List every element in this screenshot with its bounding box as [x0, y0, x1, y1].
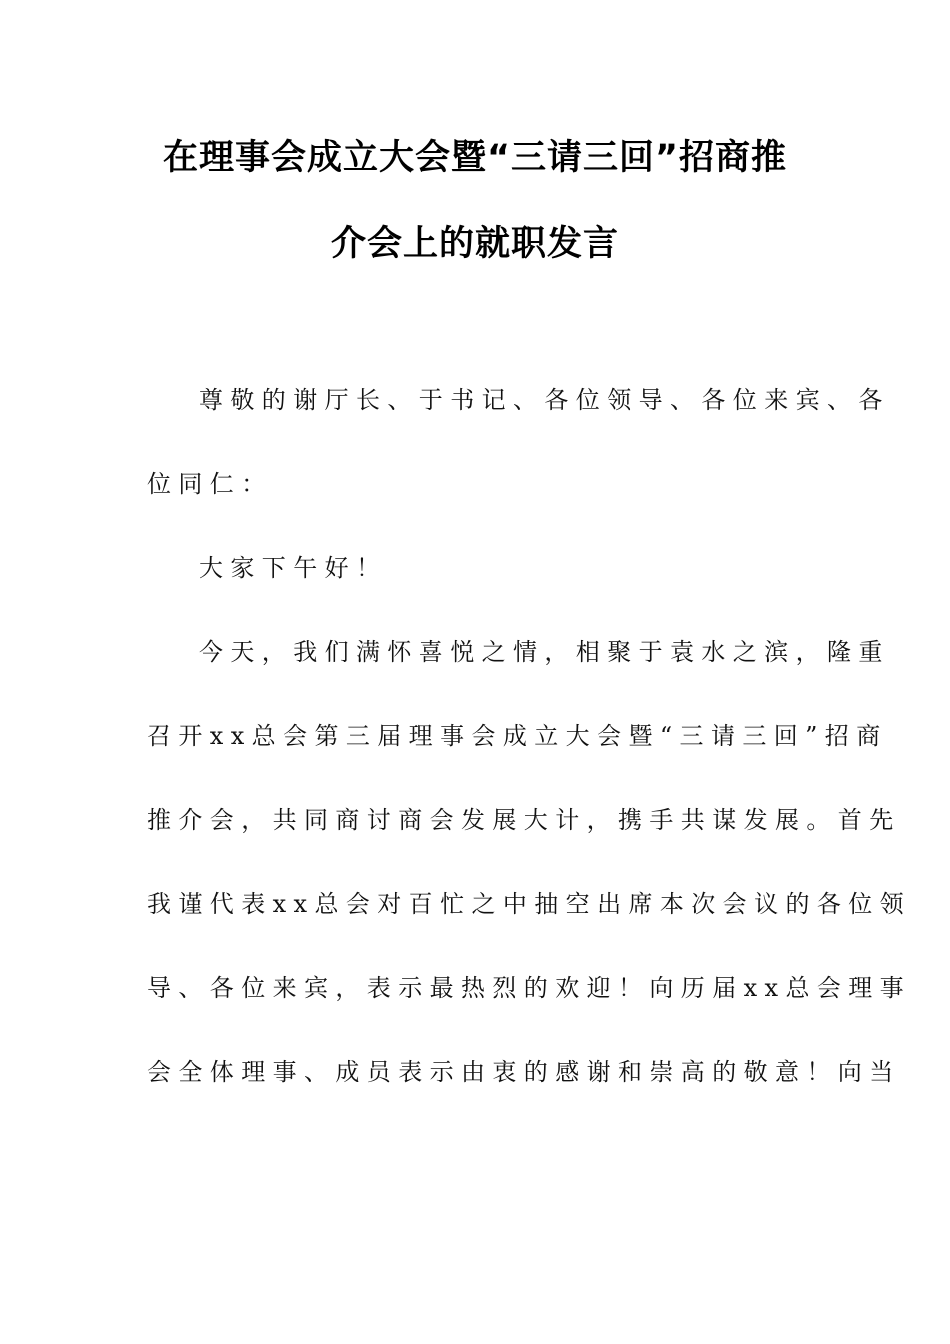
greeting-line: 大家下午好！: [199, 554, 388, 582]
document-title-line-2: 介会上的就职发言: [330, 224, 619, 264]
paragraph-line-6: 会全体理事、成员表示由衷的感谢和崇高的敬意！向当: [147, 1058, 901, 1086]
paragraph-line-5: 导、各位来宾，表示最热烈的欢迎！向历届xx总会理事: [147, 974, 912, 1002]
paragraph-line-1: 今天，我们满怀喜悦之情，相聚于袁水之滨，隆重: [199, 638, 890, 666]
paragraph-line-2: 召开xx总会第三届理事会成立大会暨“三请三回”招商: [147, 722, 888, 750]
paragraph-line-3: 推介会，共同商讨商会发展大计，携手共谋发展。首先: [147, 806, 901, 834]
salutation-line-2: 位同仁：: [147, 470, 273, 498]
paragraph-line-4: 我谨代表xx总会对百忙之中抽空出席本次会议的各位领: [147, 890, 912, 918]
salutation-line-1: 尊敬的谢厅长、于书记、各位领导、各位来宾、各: [199, 386, 890, 414]
document-body: [147, 380, 912, 1136]
document-title-line-1: 在理事会成立大会暨“三请三回”招商推: [162, 138, 787, 178]
